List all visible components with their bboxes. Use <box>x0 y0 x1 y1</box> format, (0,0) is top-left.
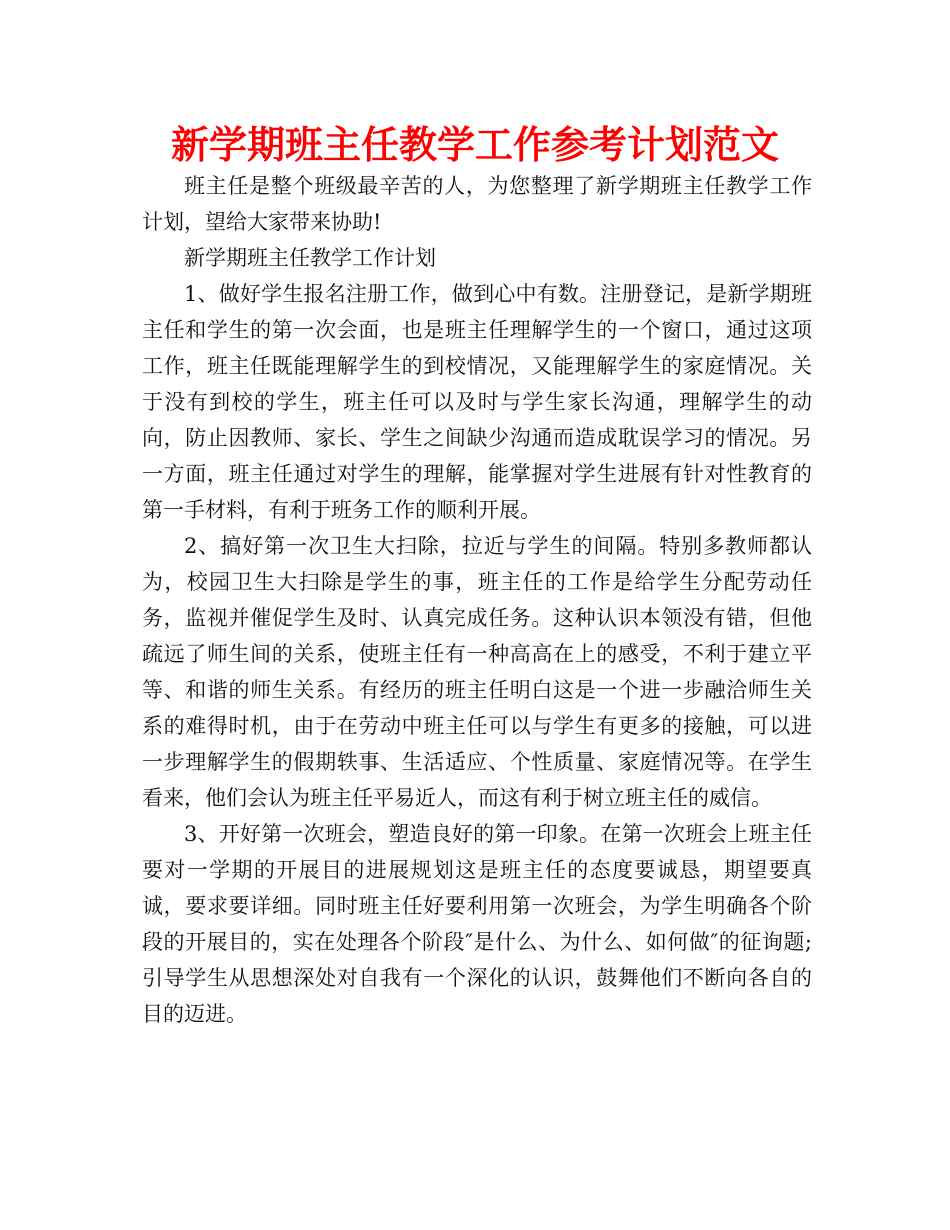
paragraph-3: 3、开好第一次班会，塑造良好的第一印象。在第一次班会上班主任要对一学期的开展目的进展规划这是班主任的态度要诚恳，期望要真诚，要求要详细。同时班主任好要利用第一次班会，为学生明确各个阶段的开展目的，实在处理各个阶段″是什么、为什么、如何做″的征询题;引导学生从思想深处对自我有一个深化的认识，鼓舞他们不断向各自的目的迈进。 <box>142 822 812 1026</box>
intro-paragraph: 班主任是整个班级最辛苦的人，为您整理了新学期班主任教学工作计划，望给大家带来协助! <box>142 174 812 234</box>
document-body <box>142 168 812 1032</box>
paragraph-1: 1、做好学生报名注册工作，做到心中有数。注册登记，是新学期班主任和学生的第一次会面，也是班主任理解学生的一个窗口，通过这项工作，班主任既能理解学生的到校情况，又能理解学生的家庭情况。关于没有到校的学生，班主任可以及时与学生家长沟通，理解学生的动向，防止因教师、家长、学生之间缺少沟通而造成耽误学习的情况。另一方面，班主任通过对学生的理解，能掌握对学生进展有针对性教育的第一手材料，有利于班务工作的顺利开展。 <box>142 282 812 522</box>
section-subtitle: 新学期班主任教学工作计划 <box>184 246 436 270</box>
document-title: 新学期班主任教学工作参考计划范文 <box>170 123 779 167</box>
paragraph-2: 2、搞好第一次卫生大扫除，拉近与学生的间隔。特别多教师都认为，校园卫生大扫除是学生的事，班主任的工作是给学生分配劳动任务，监视并催促学生及时、认真完成任务。这种认识本领没有错，但他疏远了师生间的关系，使班主任有一种高高在上的感受，不利于建立平等、和谐的师生关系。有经历的班主任明白这是一个进一步融洽师生关系的难得时机，由于在劳动中班主任可以与学生有更多的接触，可以进一步理解学生的假期轶事、生活适应、个性质量、家庭情况等。在学生看来，他们会认为班主任平易近人，而这有利于树立班主任的威信。 <box>142 534 812 810</box>
